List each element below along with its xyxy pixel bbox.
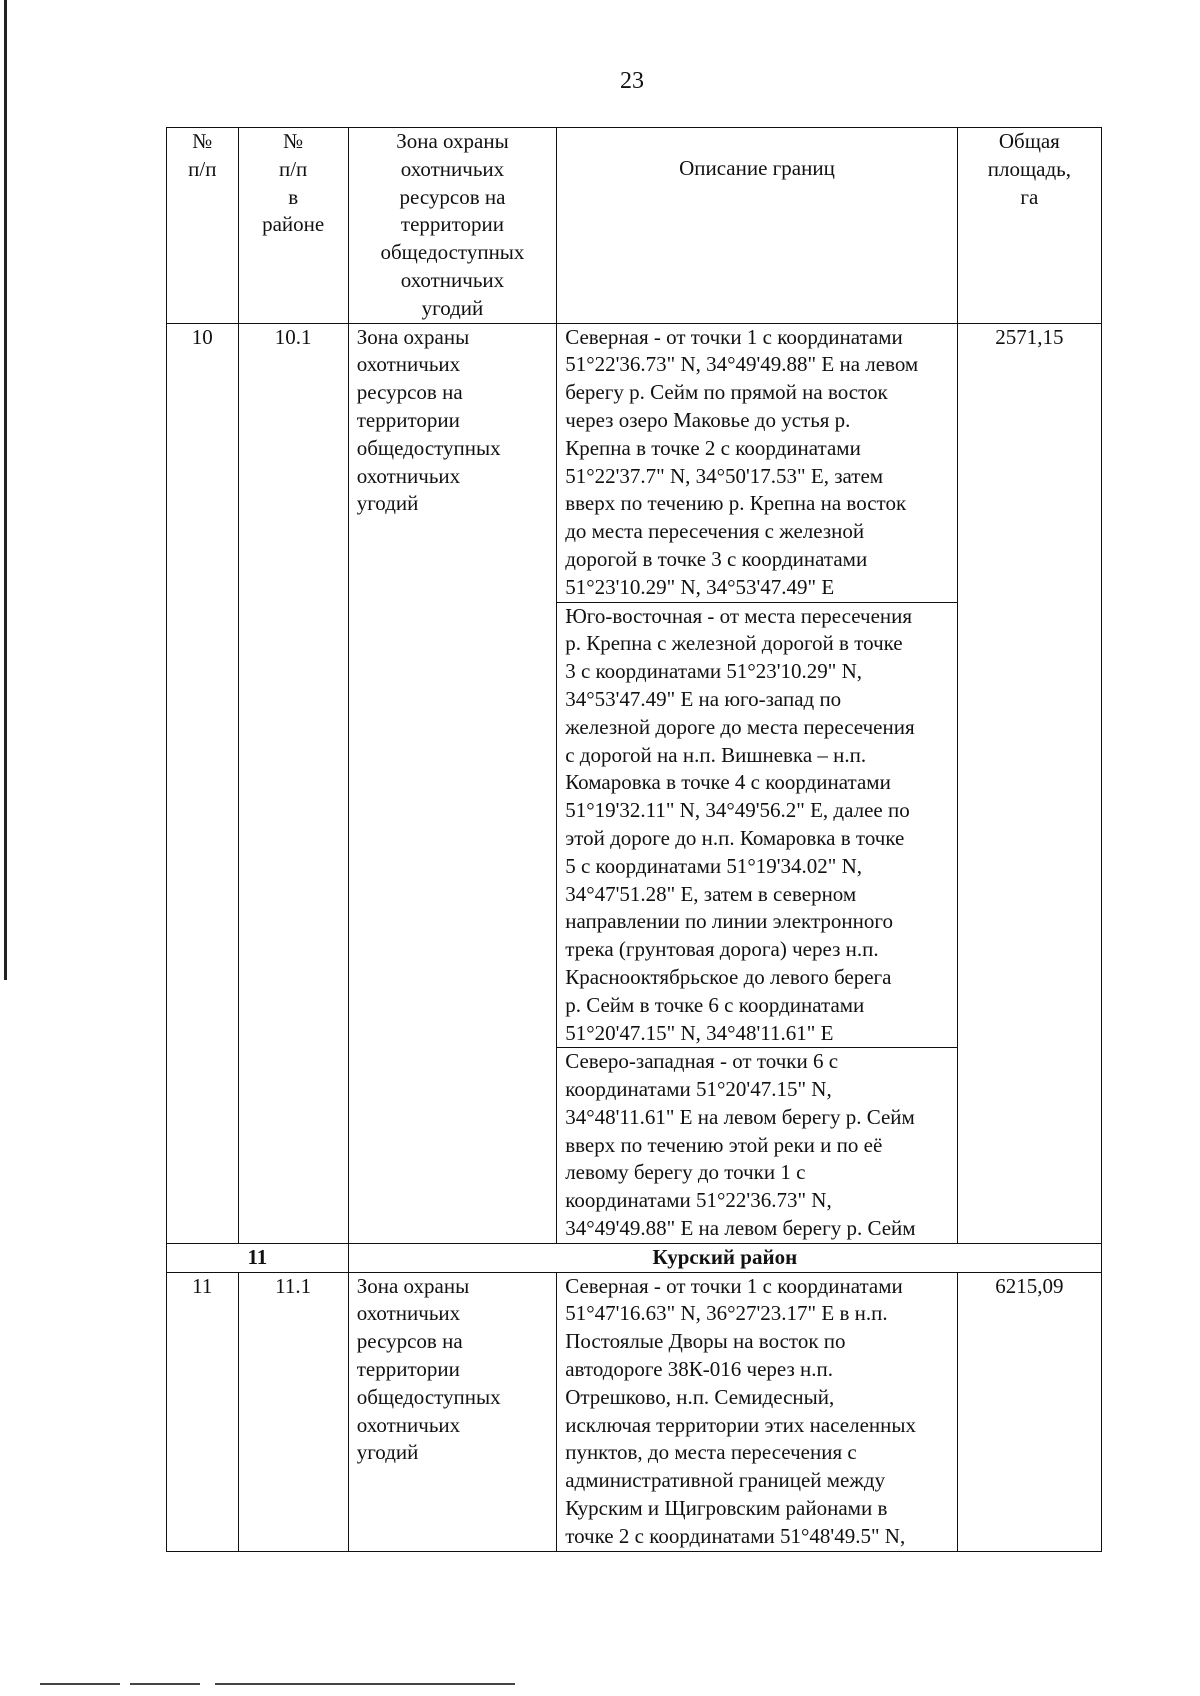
zone-name: Зона охраны охотничьих ресурсов на территории общедоступных охотничьих угодий	[348, 1272, 556, 1551]
header-district-number: № п/п в районе	[238, 128, 348, 324]
boundaries-table	[166, 127, 1102, 1552]
page-number: 23	[620, 68, 644, 94]
boundary-southeast: Юго-восточная - от места пересечения р. Крепна с железной дорогой в точке 3 с координатами 51°23'10.29" N, 34°53'47.49" E на юго-запад по железной дороге до места пересечения с дорогой на н.п. Вишневка – н.п. Комаровка в точке 4 с координатами 51°19'32.11" N, 34°49'56.2" E, далее по этой дороге до н.п. Комаровка в точке 5 с координатами 51°19'34.02" N, 34°47'51.28" E, затем в северном направлении по линии электронного трека (грунтовая дорога) через н.п. Краснооктябрьское до левого берега р. Сейм в точке 6 с координатами 51°20'47.15" N, 34°48'11.61" E	[557, 602, 958, 1048]
district-name: Курский район	[348, 1243, 1101, 1272]
scan-left-edge	[4, 0, 7, 980]
scan-bottom-mark	[215, 1683, 515, 1685]
scan-bottom-mark	[130, 1683, 200, 1685]
boundary-north: Северная - от точки 1 с координатами 51°47'16.63" N, 36°27'23.17" E в н.п. Постоялые Дворы на восток по автодороге 38К-016 через н.п. Отрешково, н.п. Семидесный, исключая территории этих населенных пунктов, до места пересечения с административной границей между Курским и Щигровским районами в точке 2 с координатами 51°48'49.5" N,	[557, 1272, 958, 1551]
scan-bottom-mark	[40, 1683, 120, 1685]
table-row	[167, 323, 1102, 602]
header-area: Общая площадь, га	[957, 128, 1101, 324]
total-area: 2571,15	[957, 323, 1101, 1243]
boundary-north: Северная - от точки 1 с координатами 51°22'36.73" N, 34°49'49.88" E на левом берегу р. Сейм по прямой на восток через озеро Маковье до устья р. Крепна в точке 2 с координатами 51°22'37.7" N, 34°50'17.53" E, затем вверх по течению р. Крепна на восток до места пересечения с железной дорогой в точке 3 с координатами 51°23'10.29" N, 34°53'47.49" E	[557, 323, 958, 602]
district-row	[167, 1243, 1102, 1272]
header-zone: Зона охраны охотничьих ресурсов на территории общедоступных охотничьих угодий	[348, 128, 556, 324]
total-area: 6215,09	[957, 1272, 1101, 1551]
header-description: Описание границ	[557, 128, 958, 324]
row-district-number: 10.1	[238, 323, 348, 1243]
row-number: 11	[167, 1272, 239, 1551]
row-district-number: 11.1	[238, 1272, 348, 1551]
table-header-row	[167, 128, 1102, 324]
boundary-northwest: Северо-западная - от точки 6 с координатами 51°20'47.15" N, 34°48'11.61" E на левом берегу р. Сейм вверх по течению этой реки и по её левому берегу до точки 1 с координатами 51°22'36.73" N, 34°49'49.88" E на левом берегу р. Сейм	[557, 1048, 958, 1244]
header-number: № п/п	[167, 128, 239, 324]
zone-name: Зона охраны охотничьих ресурсов на территории общедоступных охотничьих угодий	[348, 323, 556, 1243]
table-row	[167, 1272, 1102, 1551]
district-number: 11	[167, 1243, 349, 1272]
row-number: 10	[167, 323, 239, 1243]
